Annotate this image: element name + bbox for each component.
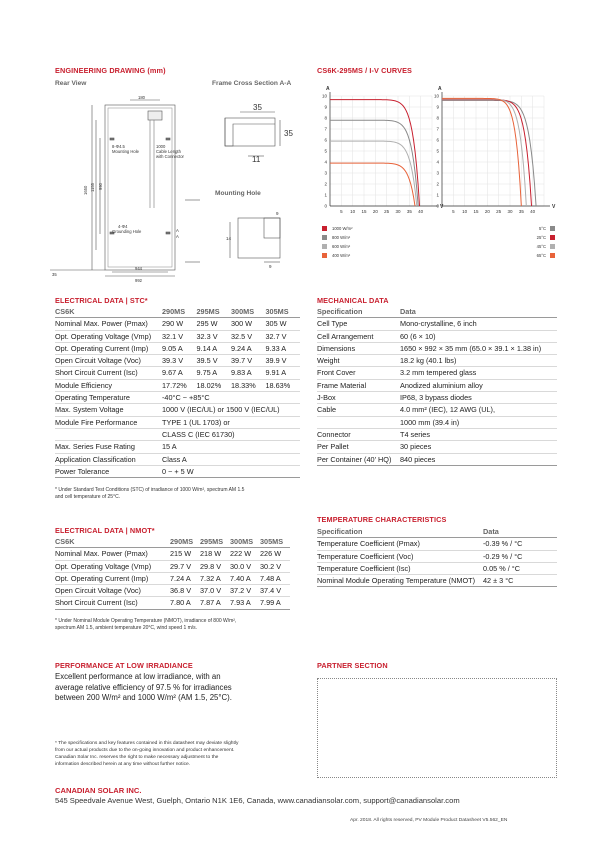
y-tick-label: 9 xyxy=(324,104,327,110)
nmot-cell: 7.87 A xyxy=(200,597,230,609)
mh-dim-14: 14 xyxy=(226,236,232,241)
iv-curve xyxy=(330,100,420,206)
mh-dim-9: 9 xyxy=(276,211,279,216)
x-tick-label: 35 xyxy=(406,209,412,214)
mech-cell: Weight xyxy=(317,355,400,367)
temp-header-row xyxy=(317,526,557,538)
temp-cell: Temperature Coefficient (Voc) xyxy=(317,550,483,562)
stc-cell: 18.63% xyxy=(265,379,300,391)
nmot-cell: 36.8 V xyxy=(170,585,200,597)
legend-swatch xyxy=(322,226,327,231)
mech-row xyxy=(317,428,557,440)
nmot-note-2: spectrum AM 1.5, ambient temperature 20°C, wind speed 1 m/s. xyxy=(55,625,198,632)
stc-span-label: Max. Series Fuse Rating xyxy=(55,441,162,453)
legend-label: 600 W/m² xyxy=(332,244,351,249)
stc-title: ELECTRICAL DATA | STC* xyxy=(55,296,148,305)
iv-curve xyxy=(442,99,526,206)
stc-cell: 18.02% xyxy=(196,379,230,391)
nmot-row xyxy=(55,585,290,597)
y-axis-label: A xyxy=(438,86,442,92)
temp-cell: Nominal Module Operating Temperature (NMOT) xyxy=(317,575,483,587)
mech-cell: Dimensions xyxy=(317,342,400,354)
nmot-cell: 226 W xyxy=(260,548,290,560)
partner-title: PARTNER SECTION xyxy=(317,661,388,670)
stc-cell: 39.9 V xyxy=(265,355,300,367)
temperature-table xyxy=(317,526,557,587)
disclaimer xyxy=(55,741,238,769)
low-irradiance-text xyxy=(55,672,232,704)
footer-copyright: Apr. 2018. All rights reserved, PV Module Product Datasheet V5.562_EN xyxy=(350,818,508,823)
mech-row xyxy=(317,392,557,404)
aa-marker: A xyxy=(176,228,179,233)
y-tick-label: 10 xyxy=(321,93,327,99)
dim-1650: 1650 xyxy=(83,185,88,195)
footer-company: CANADIAN SOLAR INC. xyxy=(55,786,142,795)
nmot-cell: 30.2 V xyxy=(260,560,290,572)
stc-span-label: Application Classification xyxy=(55,453,162,465)
dim-1155: 1155 xyxy=(90,182,95,192)
stc-cell: 39.7 V xyxy=(231,355,265,367)
temp-row xyxy=(317,538,557,550)
mech-cell: 18.2 kg (40.1 lbs) xyxy=(400,355,557,367)
frame-cross-section xyxy=(225,118,275,146)
y-tick-label: 7 xyxy=(436,126,439,132)
stc-span-row xyxy=(55,465,300,477)
mech-row xyxy=(317,367,557,379)
mech-row xyxy=(317,330,557,342)
nmot-note-1: * Under Nominal Module Operating Temperature (NMOT), irradiance of 800 W/m², xyxy=(55,618,237,624)
x-tick-label: 15 xyxy=(361,209,367,214)
legend-label: 400 W/m² xyxy=(332,253,351,258)
stc-span-row xyxy=(55,404,300,416)
low-irr-line-1: Excellent performance at low irradiance, with an xyxy=(55,672,221,681)
stc-span-value: 0 ~ + 5 W xyxy=(162,465,300,477)
temperature-title: TEMPERATURE CHARACTERISTICS xyxy=(317,515,447,524)
mech-cell: Front Cover xyxy=(317,367,400,379)
nmot-title: ELECTRICAL DATA | NMOT* xyxy=(55,526,155,535)
mech-row xyxy=(317,342,557,354)
temp-cell: Temperature Coefficient (Isc) xyxy=(317,562,483,574)
stc-cell: 9.24 A xyxy=(231,342,265,354)
stc-note-2: and cell temperature of 25°C. xyxy=(55,494,121,501)
cross-section-label: Frame Cross Section A-A xyxy=(212,80,292,87)
legend-label: 45°C xyxy=(536,244,546,249)
x-tick-label: 30 xyxy=(395,209,401,214)
svg-text:4-Φ4: 4-Φ4 xyxy=(118,224,128,229)
iv-curve xyxy=(442,100,532,206)
x-tick-label: 30 xyxy=(507,209,513,214)
sec-dim-35: 35 xyxy=(253,103,262,112)
mech-row xyxy=(317,318,557,330)
nmot-row xyxy=(55,548,290,560)
y-tick-label: 3 xyxy=(324,170,327,176)
mech-cell: Cell Arrangement xyxy=(317,330,400,342)
stc-cell: 32.7 V xyxy=(265,330,300,342)
stc-cell: 9.67 A xyxy=(162,367,196,379)
iv-curves-chart xyxy=(312,82,562,272)
mech-cell: 1000 mm (39.4 in) xyxy=(400,416,557,428)
rear-view-label: Rear View xyxy=(55,80,87,87)
nmot-cell: 30.0 V xyxy=(230,560,260,572)
nmot-cell: 218 W xyxy=(200,548,230,560)
dim-992: 992 xyxy=(135,278,142,283)
y-tick-label: 1 xyxy=(436,192,439,198)
mech-cell: Frame Material xyxy=(317,379,400,391)
stc-row xyxy=(55,318,300,330)
stc-cell: Opt. Operating Voltage (Vmp) xyxy=(55,330,162,342)
stc-span-label xyxy=(55,428,162,440)
stc-span-row xyxy=(55,392,300,404)
x-tick-label: 20 xyxy=(372,209,378,214)
legend-swatch xyxy=(550,244,555,249)
x-tick-label: 15 xyxy=(473,209,479,214)
stc-span-value: -40°C ~ +85°C xyxy=(162,392,300,404)
mech-header-row xyxy=(317,306,557,318)
y-tick-label: 6 xyxy=(324,137,327,143)
temp-cell: -0.29 % / °C xyxy=(483,550,557,562)
x-axis-label: V xyxy=(552,204,556,210)
disclaimer-3: Canadian Solar Inc. reserves the right to make necessary adjustment to the xyxy=(55,754,219,760)
disclaimer-1: * The specifications and key features contained in this datasheet may deviate slightly xyxy=(55,741,239,746)
stc-cell: 9.83 A xyxy=(231,367,265,379)
y-tick-label: 7 xyxy=(324,126,327,132)
mech-cell: 1650 × 992 × 35 mm (65.0 × 39.1 × 1.38 in) xyxy=(400,342,557,354)
nmot-cell: 7.99 A xyxy=(260,597,290,609)
engineering-drawing xyxy=(50,90,305,285)
partner-box xyxy=(317,678,557,778)
nmot-cell: Opt. Operating Current (Imp) xyxy=(55,572,170,584)
stc-cell: 305 W xyxy=(265,318,300,330)
legend-swatch xyxy=(550,235,555,240)
mech-cell: Connector xyxy=(317,428,400,440)
x-tick-label: 35 xyxy=(518,209,524,214)
legend-label: 65°C xyxy=(536,253,546,258)
low-irradiance-title: PERFORMANCE AT LOW IRRADIANCE xyxy=(55,661,193,670)
dim-35: 35 xyxy=(52,272,57,277)
stc-cell: 300 W xyxy=(231,318,265,330)
temp-row xyxy=(317,575,557,587)
nmot-h4: 305MS xyxy=(260,536,290,548)
y-tick-label: 10 xyxy=(433,93,439,99)
y-tick-label: 5 xyxy=(324,148,327,154)
x-tick-label: 5 xyxy=(340,209,343,214)
nmot-cell: 222 W xyxy=(230,548,260,560)
mech-cell: 60 (6 × 10) xyxy=(400,330,557,342)
stc-h0: CS6K xyxy=(55,306,162,318)
nmot-cell: 7.48 A xyxy=(260,572,290,584)
stc-span-row xyxy=(55,428,300,440)
stc-cell: 32.1 V xyxy=(162,330,196,342)
nmot-h1: 290MS xyxy=(170,536,200,548)
nmot-cell: 7.24 A xyxy=(170,572,200,584)
mech-cell: Per Pallet xyxy=(317,441,400,453)
mech-row xyxy=(317,404,557,416)
mh-dim-9b: 9 xyxy=(269,264,272,269)
sec-dim-11: 11 xyxy=(252,155,261,164)
nmot-cell: Short Circuit Current (Isc) xyxy=(55,597,170,609)
mech-cell: Cable xyxy=(317,404,400,416)
stc-span-row xyxy=(55,453,300,465)
nmot-cell: Nominal Max. Power (Pmax) xyxy=(55,548,170,560)
nmot-cell: 7.80 A xyxy=(170,597,200,609)
nmot-cell: 37.4 V xyxy=(260,585,290,597)
y-tick-label: 5 xyxy=(436,148,439,154)
temp-h0: Specification xyxy=(317,526,483,538)
nmot-cell: Open Circuit Voltage (Voc) xyxy=(55,585,170,597)
legend-label: 25°C xyxy=(536,235,546,240)
y-tick-label: 0 xyxy=(436,203,439,209)
mounting-hole-label: Mounting Hole xyxy=(215,190,261,197)
legend-swatch xyxy=(322,235,327,240)
mech-row xyxy=(317,453,557,465)
stc-row xyxy=(55,355,300,367)
nmot-row xyxy=(55,572,290,584)
mech-cell: Mono-crystalline, 6 inch xyxy=(400,318,557,330)
mech-cell: J-Box xyxy=(317,392,400,404)
mech-cell: Anodized aluminium alloy xyxy=(400,379,557,391)
mech-row xyxy=(317,441,557,453)
mech-cell: 4.0 mm² (IEC), 12 AWG (UL), xyxy=(400,404,557,416)
stc-cell: 9.75 A xyxy=(196,367,230,379)
y-tick-label: 4 xyxy=(324,159,327,165)
stc-h2: 295MS xyxy=(196,306,230,318)
y-tick-label: 4 xyxy=(436,159,439,165)
stc-span-label: Max. System Voltage xyxy=(55,404,162,416)
mech-row xyxy=(317,416,557,428)
svg-text:with Connector: with Connector xyxy=(156,154,184,159)
legend-swatch xyxy=(550,253,555,258)
stc-span-value: TYPE 1 (UL 1703) or xyxy=(162,416,300,428)
stc-span-label: Operating Temperature xyxy=(55,392,162,404)
engineering-title: ENGINEERING DRAWING (mm) xyxy=(55,66,166,75)
legend-swatch xyxy=(550,226,555,231)
legend-label: 1000 W/m² xyxy=(332,226,353,231)
x-tick-label: 25 xyxy=(384,209,390,214)
stc-cell: 32.5 V xyxy=(231,330,265,342)
junction-box xyxy=(148,111,162,120)
stc-cell: 9.91 A xyxy=(265,367,300,379)
low-irr-line-2: average relative efficiency of 97.5 % for irradiances xyxy=(55,682,232,692)
dim-180: 180 xyxy=(138,95,145,100)
disclaimer-4: information described herein at any time without further notice. xyxy=(55,761,191,767)
nmot-row xyxy=(55,597,290,609)
y-tick-label: 2 xyxy=(436,181,439,187)
y-tick-label: 6 xyxy=(436,137,439,143)
x-tick-label: 10 xyxy=(350,209,356,214)
stc-row xyxy=(55,342,300,354)
y-tick-label: 3 xyxy=(436,170,439,176)
stc-row xyxy=(55,379,300,391)
mech-row xyxy=(317,355,557,367)
stc-cell: 32.3 V xyxy=(196,330,230,342)
nmot-cell: 215 W xyxy=(170,548,200,560)
nmot-table xyxy=(55,536,290,610)
legend-swatch xyxy=(322,253,327,258)
stc-row xyxy=(55,367,300,379)
stc-cell: Short Circuit Current (Isc) xyxy=(55,367,162,379)
stc-span-label: Power Tolerance xyxy=(55,465,162,477)
svg-text:1000: 1000 xyxy=(156,144,166,149)
x-tick-label: 25 xyxy=(496,209,502,214)
stc-cell: 9.05 A xyxy=(162,342,196,354)
stc-span-row xyxy=(55,416,300,428)
temp-cell: 0.05 % / °C xyxy=(483,562,557,574)
stc-span-value: Class A xyxy=(162,453,300,465)
x-tick-label: 10 xyxy=(462,209,468,214)
mech-cell: Cell Type xyxy=(317,318,400,330)
nmot-h2: 295MS xyxy=(200,536,230,548)
x-tick-label: 20 xyxy=(484,209,490,214)
stc-cell: Open Circuit Voltage (Voc) xyxy=(55,355,162,367)
mechanical-title: MECHANICAL DATA xyxy=(317,296,389,305)
y-tick-label: 8 xyxy=(436,115,439,121)
disclaimer-2: from our actual products due to the on-going innovation and product enhancement. xyxy=(55,747,235,753)
temp-cell: -0.39 % / °C xyxy=(483,538,557,550)
mech-h0: Specification xyxy=(317,306,400,318)
mech-cell: 3.2 mm tempered glass xyxy=(400,367,557,379)
iv-curve xyxy=(442,98,521,206)
stc-h3: 300MS xyxy=(231,306,265,318)
nmot-cell: 29.8 V xyxy=(200,560,230,572)
label-mounting: 8-Φ4.5 xyxy=(112,144,125,149)
panel-outline xyxy=(105,105,175,270)
stc-note-1: * Under Standard Test Conditions (STC) of irradiance of 1000 W/m², spectrum AM 1.5 xyxy=(55,487,245,493)
nmot-cell: 7.93 A xyxy=(230,597,260,609)
stc-cell: 290 W xyxy=(162,318,196,330)
mechanical-table xyxy=(317,306,557,466)
x-axis-label: V xyxy=(440,204,444,210)
mech-cell: Per Container (40' HQ) xyxy=(317,453,400,465)
stc-cell: Opt. Operating Current (Imp) xyxy=(55,342,162,354)
mech-h1: Data xyxy=(400,306,557,318)
mech-cell: T4 series xyxy=(400,428,557,440)
y-axis-label: A xyxy=(326,86,330,92)
nmot-cell: Opt. Operating Voltage (Vmp) xyxy=(55,560,170,572)
mech-cell: 840 pieces xyxy=(400,453,557,465)
stc-cell: 17.72% xyxy=(162,379,196,391)
nmot-cell: 7.32 A xyxy=(200,572,230,584)
temp-h1: Data xyxy=(483,526,557,538)
temp-row xyxy=(317,562,557,574)
stc-header-row xyxy=(55,306,300,318)
stc-cell: Module Efficiency xyxy=(55,379,162,391)
stc-span-value: 15 A xyxy=(162,441,300,453)
mech-cell: 30 pieces xyxy=(400,441,557,453)
y-tick-label: 8 xyxy=(324,115,327,121)
temp-cell: 42 ± 3 °C xyxy=(483,575,557,587)
svg-text:Cable Length: Cable Length xyxy=(156,149,181,154)
y-tick-label: 1 xyxy=(324,192,327,198)
y-tick-label: 0 xyxy=(324,203,327,209)
legend-label: 800 W/m² xyxy=(332,235,351,240)
stc-cell: 39.3 V xyxy=(162,355,196,367)
svg-text:Grounding Hole: Grounding Hole xyxy=(112,229,142,234)
stc-h4: 305MS xyxy=(265,306,300,318)
iv-curve xyxy=(330,163,415,206)
stc-span-value: CLASS C (IEC 61730) xyxy=(162,428,300,440)
legend-swatch xyxy=(322,244,327,249)
stc-row xyxy=(55,330,300,342)
temp-cell: Temperature Coefficient (Pmax) xyxy=(317,538,483,550)
x-tick-label: 5 xyxy=(452,209,455,214)
footer-address: 545 Speedvale Avenue West, Guelph, Ontario N1K 1E6, Canada, www.canadiansolar.com, support@canadiansolar.com xyxy=(55,796,460,805)
legend-label: 5°C xyxy=(538,226,546,231)
temp-row xyxy=(317,550,557,562)
stc-cell: 9.33 A xyxy=(265,342,300,354)
nmot-header-row xyxy=(55,536,290,548)
nmot-cell: 37.0 V xyxy=(200,585,230,597)
stc-span-label: Module Fire Performance xyxy=(55,416,162,428)
x-tick-label: 40 xyxy=(418,209,424,214)
stc-cell: 9.14 A xyxy=(196,342,230,354)
nmot-note xyxy=(55,618,236,633)
mech-cell: IP68, 3 bypass diodes xyxy=(400,392,557,404)
stc-h1: 290MS xyxy=(162,306,196,318)
y-tick-label: 2 xyxy=(324,181,327,187)
nmot-cell: 29.7 V xyxy=(170,560,200,572)
stc-cell: 295 W xyxy=(196,318,230,330)
svg-text:Mounting Hole: Mounting Hole xyxy=(112,149,140,154)
stc-cell: 39.5 V xyxy=(196,355,230,367)
nmot-row xyxy=(55,560,290,572)
x-tick-label: 40 xyxy=(530,209,536,214)
low-irr-line-3: between 200 W/m² and 1000 W/m² (AM 1.5, 25°C). xyxy=(55,693,232,702)
aa-marker-2: A xyxy=(176,234,179,239)
nmot-h0: CS6K xyxy=(55,536,170,548)
iv-title: CS6K-295MS / I-V CURVES xyxy=(317,66,413,75)
stc-span-value: 1000 V (IEC/UL) or 1500 V (IEC/UL) xyxy=(162,404,300,416)
stc-cell: Nominal Max. Power (Pmax) xyxy=(55,318,162,330)
y-tick-label: 9 xyxy=(436,104,439,110)
sec-dim-35b: 35 xyxy=(284,129,293,138)
dim-944: 944 xyxy=(135,266,142,271)
dim-990: 990 xyxy=(98,183,103,190)
mech-cell xyxy=(317,416,400,428)
nmot-cell: 37.2 V xyxy=(230,585,260,597)
nmot-cell: 7.40 A xyxy=(230,572,260,584)
stc-span-row xyxy=(55,441,300,453)
stc-cell: 18.33% xyxy=(231,379,265,391)
mech-row xyxy=(317,379,557,391)
stc-note xyxy=(55,487,244,502)
nmot-h3: 300MS xyxy=(230,536,260,548)
stc-table xyxy=(55,306,300,478)
